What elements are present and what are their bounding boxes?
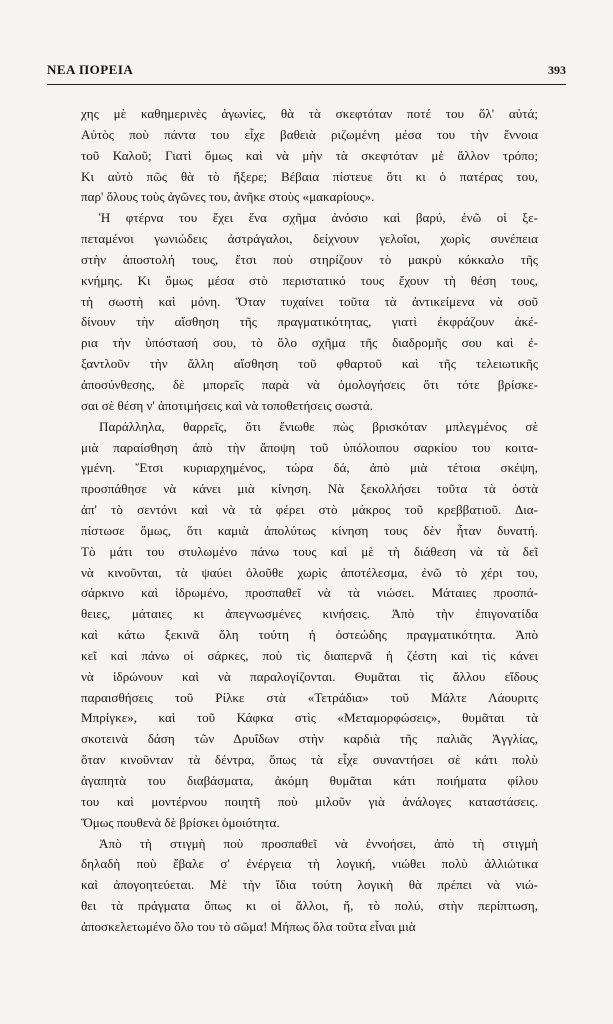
text-line: νὰ κινοῦνται, τὰ ψαύει ὁλοῦθε χωρὶς ἀποτέλεσμα, ἐνῶ τὸ χέρι του, bbox=[81, 564, 538, 580]
text-line: σαι σὲ θέση ν' ἀποτιμήσεις καὶ νὰ τοποθετήσεις σωστά. bbox=[81, 397, 373, 413]
text-line: ἀγαπητὰ του διαβάσματα, ἀκόμη θυμᾶται κάτι ποιήματα φίλου bbox=[81, 773, 538, 788]
running-header bbox=[47, 62, 566, 82]
text-line: κεῖ καὶ πάνω οἱ σάρκες, ποὺ τὶς διαπερνᾶ ἡ ζέστη καὶ τὶς κάνει bbox=[81, 647, 538, 663]
text-line: σάρκινο καὶ ἱδρωμένο, προσπαθεῖ νὰ τὰ νιώσει. Μάταιες προσπά- bbox=[81, 585, 538, 601]
text-line: Αὐτὸς ποὺ πάντα του εἶχε βαθειὰ ριζωμένη μέσα του τὴν ἔννοια bbox=[81, 126, 538, 142]
text-line: ὅταν κινοῦνταν τὰ δέντρα, ὅπως τὰ εἶχε συναντήσει σὲ κάτι πολὺ bbox=[81, 752, 538, 768]
text-line: Παράλληλα, θαρρεῖς, ὅτι ἔνιωθε πὼς βρισκόταν μπλεγμένος σὲ bbox=[99, 418, 538, 434]
text-line: θειες, μάταιες κι ἀπεγνωσμένες κινήσεις. Ἀπὸ τὴν ἐπιγονατίδα bbox=[81, 606, 538, 622]
text-line: ἀποσκελετωμένο ὅλο του τὸ σῶμα! Μήπως ὅλα τοῦτα εἶναι μιὰ bbox=[81, 918, 416, 934]
text-line: δηλαδὴ ποὺ ἔβαλε σ' ἐνέργεια τὴ λογική, νιώθει πολὺ ἀλλιώτικα bbox=[81, 856, 538, 872]
text-line: νὰ ἱδρώνουν καὶ νὰ παραλογίζονται. Θυμᾶται τὶς ἄλλου εἴδους bbox=[81, 668, 538, 684]
paragraph bbox=[81, 104, 538, 208]
text-line: ἀποσύνθεσης, δὲ μπορεῖς παρὰ νὰ ὁμολογήσεις ὅτι τότε βρίσκε- bbox=[81, 376, 538, 392]
text-line: τοῦ Καλοῦ; Γιατὶ ὅμως καὶ νὰ μὴν τὰ σκεφτόταν μὲ ἄλλον τρόπο; bbox=[81, 147, 538, 163]
paragraph bbox=[81, 834, 538, 938]
text-line: χης μὲ καθημερινὲς ἀγωνίες, θὰ τὰ σκεφτόταν ποτέ του ὅλ' αὐτά; bbox=[81, 106, 538, 121]
text-line: ξαντλοῦν τὴν ἄλλη αἴσθηση τοῦ φθαρτοῦ καὶ τῆς τελειωτικῆς bbox=[81, 356, 538, 372]
text-line: πεταμένοι γωνιώδεις ἀστράγαλοι, δείχνουν γελοῖοι, χωρὶς συνέπεια bbox=[81, 231, 538, 247]
text-line: τὴ σωστὴ καὶ μόνη. Ὅταν τυχαίνει τοῦτα τὰ ἀντικείμενα νὰ σοῦ bbox=[81, 293, 538, 309]
text-line: Τὸ μάτι του στυλωμένο πάνω τους καὶ μὲ τὴ διάθεση νὰ τὰ δεῖ bbox=[81, 543, 538, 559]
text-line: παραισθήσεις τοῦ Ρίλκε στὰ «Τετράδια» τοῦ Μάλτε Λάουριτς bbox=[81, 689, 538, 705]
text-line: δίνουν τὴν αἴσθηση τῆς πραγματικότητας, γιατὶ ἐκφράζουν ἀκέ- bbox=[81, 314, 538, 330]
text-line: στὴν ἀποστολή τους, ἔτσι ποὺ στηρίζουν τὸ μακρὺ κόκκαλο τῆς bbox=[81, 251, 538, 267]
text-line: του καὶ μοντέρνου ποιητῆ ποὺ μιλοῦν γιὰ ἀνάλογες καταστάσεις. bbox=[81, 793, 538, 809]
text-line: καὶ ἀπογοητεύεται. Μὲ τὴν ἴδια τούτη λογικὴ θὰ πρέπει νὰ νιώ- bbox=[81, 877, 538, 893]
text-line: Ἡ φτέρνα του ἔχει ἕνα σχῆμα ἀνόσιο καὶ βαρύ, ἐνῶ οἱ ξε- bbox=[99, 210, 538, 226]
text-line: Ὅμως πουθενὰ δὲ βρίσκει ὁμοιότητα. bbox=[81, 814, 280, 830]
text-line: Μπρίγκε», καὶ τοῦ Κάφκα στὶς «Μεταμορφώσεις», θυμᾶται τὰ bbox=[81, 710, 538, 726]
text-line: θει τὰ πράγματα ὅπως κι οἱ ἄλλοι, ἤ, τὸ πολύ, στὴν περίπτωση, bbox=[81, 898, 538, 914]
page-number: 393 bbox=[548, 63, 566, 77]
text-line: γμένη. Ἔτσι κυριαρχημένος, τώρα δά, ἀπὸ μιὰ τέτοια σκέψη, bbox=[81, 460, 538, 476]
paragraph bbox=[81, 417, 538, 834]
journal-title: ΝΕΑ ΠΟΡΕΙΑ bbox=[47, 62, 134, 77]
text-line: ρια τὴν ὑπόστασή σου, τὸ ὅλο σχῆμα τῆς διαδρομῆς σου καὶ ἐ- bbox=[81, 335, 538, 351]
text-line: σκοτεινὰ δάση τῶν Δρυΐδων στὴν καρδιὰ τῆς παλιᾶς Ἀγγλίας, bbox=[81, 731, 538, 747]
body-text bbox=[81, 104, 538, 938]
text-line: μιὰ παραίσθηση ἀπὸ τὴν ἄποψη τοῦ ὑπόλοιπου σαρκίου του κοιτα- bbox=[81, 439, 538, 455]
text-line: ἀπ' τὸ σεντόνι καὶ νὰ τὰ φέρει στὸ μάκρος τοῦ κρεββατιοῦ. Δια- bbox=[81, 502, 538, 518]
header-rule bbox=[47, 84, 566, 85]
text-line: κνήμης. Κι ὅμως μέσα στὸ περιστατικό τους ἔχουν τὴ θέση τους, bbox=[81, 272, 538, 288]
text-line: προσπάθησε νὰ κάνει μιὰ κίνηση. Νὰ ξεκολλήσει τοῦτα τὰ ὀστὰ bbox=[81, 481, 538, 497]
paragraph bbox=[81, 208, 538, 416]
text-line: πίστωσε ὅμως, ὅτι καμιὰ ἀπολύτως κίνηση τους δὲν ἦταν δυνατή. bbox=[81, 522, 538, 538]
text-line: Κι αὐτὸ πῶς θὰ τὸ ἤξερε; Βέβαια πίστευε ὅτι κι ὁ πατέρας του, bbox=[81, 168, 538, 184]
text-line: παρ' ὅλους τοὺς ἀγῶνες του, ἀνῆκε στοὺς «μακαρίους». bbox=[81, 189, 375, 205]
text-line: καὶ κάτω ξεκινᾶ ὅλη τούτη ἡ ὀστεώδης πραγματικότητα. Ἀπὸ bbox=[81, 627, 538, 643]
text-line: Ἀπὸ τὴ στιγμὴ ποὺ προσπαθεῖ νὰ ἐννοήσει, ἀπὸ τὴ στιγμὴ bbox=[99, 835, 538, 851]
